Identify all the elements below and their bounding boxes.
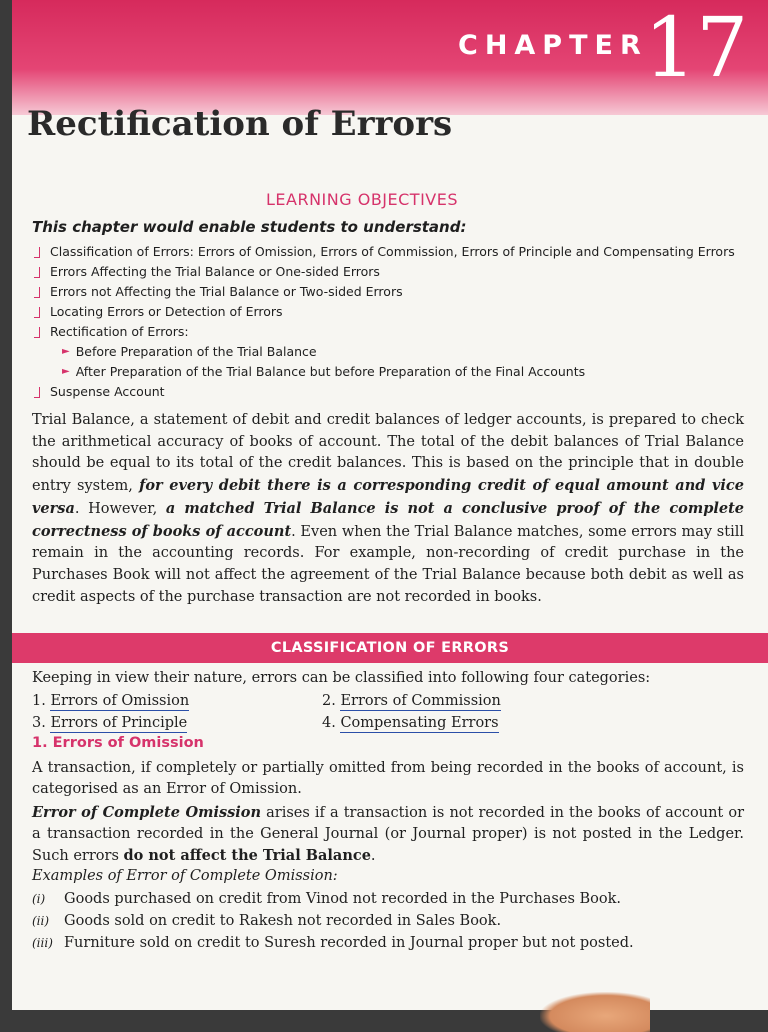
list-item: (ii) Goods sold on credit to Rakesh not recorded in Sales Book. bbox=[32, 913, 502, 929]
classification-intro: Keeping in view their nature, errors can be classified into following four categories: bbox=[32, 670, 651, 686]
list-item: Suspense Account bbox=[32, 382, 752, 402]
category-item: 3. Errors of Principle bbox=[32, 715, 188, 731]
omission-paragraph: A transaction, if completely or partially omitted from being recorded in the books of account, is categorised as an Error of Omission. bbox=[32, 760, 744, 797]
examples-label: Examples of Error of Complete Omission: bbox=[32, 868, 338, 884]
learning-objectives-intro: This chapter would enable students to understand: bbox=[32, 218, 467, 236]
category-item: 4. Compensating Errors bbox=[322, 715, 499, 731]
list-item: Classification of Errors: Errors of Omission, Errors of Commission, Errors of Principle and Compensating Errors bbox=[32, 242, 752, 262]
list-item: Errors Affecting the Trial Balance or One-sided Errors bbox=[32, 262, 752, 282]
list-item: (iii) Furniture sold on credit to Suresh recorded in Journal proper but not posted. bbox=[32, 935, 634, 951]
arrow-right-icon: ► bbox=[62, 346, 70, 357]
list-item: (i) Goods purchased on credit from Vinod not recorded in the Purchases Book. bbox=[32, 891, 622, 907]
section-heading: CLASSIFICATION OF ERRORS bbox=[270, 640, 510, 656]
complete-omission-paragraph: Error of Complete Omission arises if a transaction is not recorded in the books of account or a transaction recorded in the General Journal (or Journal proper) is not posted in the Ledger. Such errors do not affect the Trial Balance. bbox=[32, 804, 744, 864]
list-item: Errors not Affecting the Trial Balance or Two-sided Errors bbox=[32, 282, 752, 302]
list-item-sub: ► After Preparation of the Trial Balance but before Preparation of the Final Accounts bbox=[32, 362, 752, 382]
chapter-title: Rectification of Errors bbox=[27, 104, 453, 144]
category-item: 1. Errors of Omission bbox=[32, 693, 190, 709]
learning-objectives-heading: LEARNING OBJECTIVES bbox=[266, 190, 458, 209]
checkbox-icon bbox=[34, 287, 40, 298]
checkbox-icon bbox=[34, 327, 40, 338]
list-item: Rectification of Errors: bbox=[32, 322, 752, 342]
examples-list bbox=[32, 888, 744, 954]
book-page bbox=[12, 0, 768, 1010]
list-item: Locating Errors or Detection of Errors bbox=[32, 302, 752, 322]
arrow-right-icon: ► bbox=[62, 366, 70, 377]
checkbox-icon bbox=[34, 247, 40, 258]
list-item-sub: ► Before Preparation of the Trial Balance bbox=[32, 342, 752, 362]
thumb-shadow bbox=[540, 992, 650, 1032]
omission-heading: 1. Errors of Omission bbox=[32, 735, 204, 751]
learning-objectives-list bbox=[32, 242, 752, 402]
chapter-number: 17 bbox=[644, 1, 749, 96]
category-item: 2. Errors of Commission bbox=[322, 693, 501, 709]
checkbox-icon bbox=[34, 267, 40, 278]
chapter-label: CHAPTER bbox=[458, 30, 648, 61]
checkbox-icon bbox=[34, 307, 40, 318]
checkbox-icon bbox=[34, 387, 40, 398]
categories-list bbox=[32, 691, 552, 733]
trial-balance-paragraph: Trial Balance, a statement of debit and credit balances of ledger accounts, is prepared to check the arithmetical accuracy of books of account. The total of the debit balances of Trial Balance should be equal to its total of the credit balances. This is based on the principle that in double entry system, for every debit there is a corresponding credit of equal amount and vice versa. However, a matched Trial Balance is not a conclusive proof of the complete correctness of books of account. Even when the Trial Balance matches, some errors may still remain in the accounting records. For example, non-recording of credit purchase in the Purchases Book will not affect the agreement of the Trial Balance because both debit as well as credit aspects of the purchase transaction are not recorded in books. bbox=[32, 412, 744, 605]
